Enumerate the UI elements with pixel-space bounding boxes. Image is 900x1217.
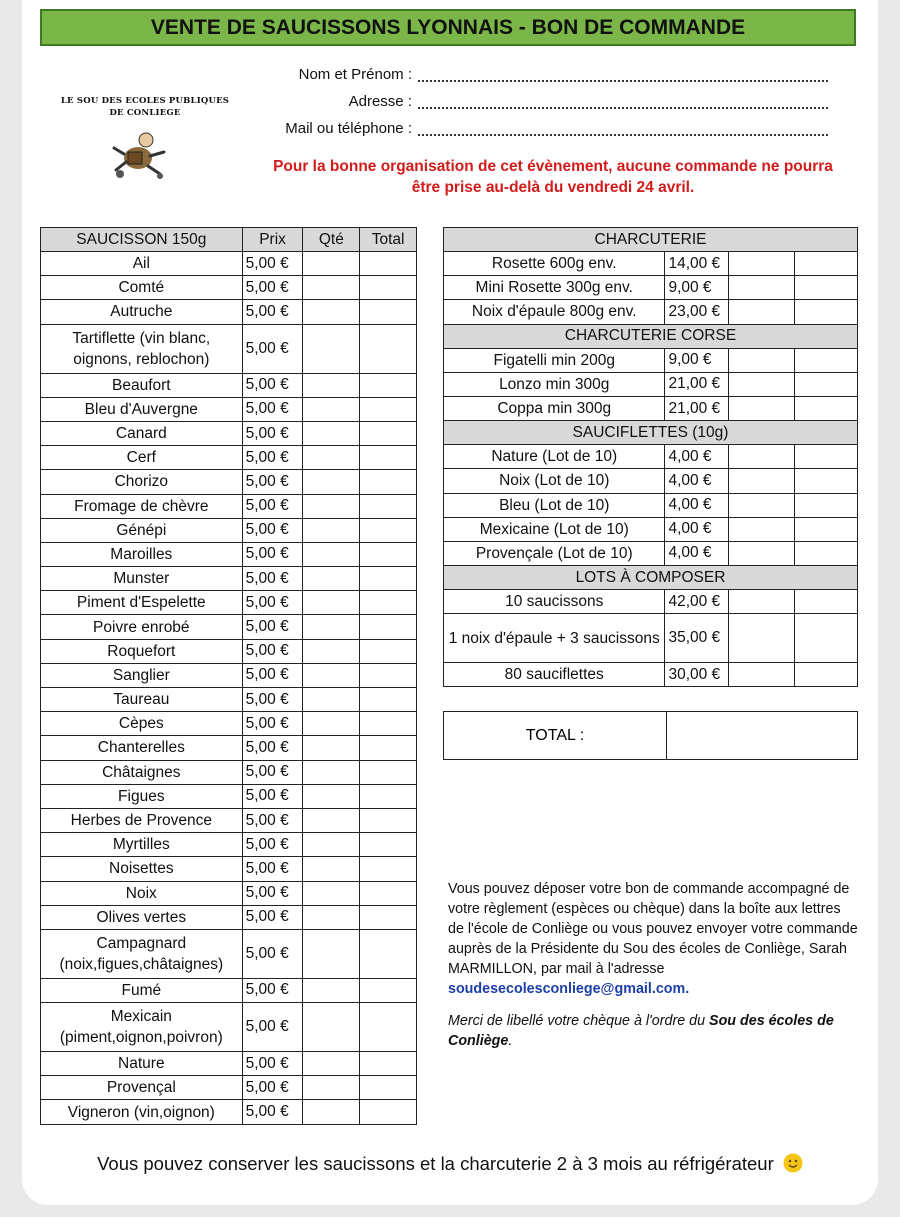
total-cell[interactable]	[360, 784, 417, 808]
total-cell[interactable]	[360, 639, 417, 663]
product-name: Bleu d'Auvergne	[41, 397, 243, 421]
product-price: 4,00 €	[665, 541, 729, 565]
product-price: 5,00 €	[242, 373, 303, 397]
header-price: Prix	[242, 228, 303, 252]
product-price: 5,00 €	[242, 929, 303, 978]
product-price: 5,00 €	[242, 494, 303, 518]
product-name: Herbes de Provence	[41, 808, 243, 832]
smiley-icon	[783, 1153, 803, 1173]
total-cell[interactable]	[795, 663, 858, 687]
product-price: 4,00 €	[665, 517, 729, 541]
saucisson-row	[41, 1076, 417, 1100]
product-price: 5,00 €	[242, 252, 303, 276]
product-price: 5,00 €	[242, 300, 303, 324]
product-name: Bleu (Lot de 10)	[444, 493, 665, 517]
quantity-cell[interactable]	[303, 663, 360, 687]
product-price: 5,00 €	[242, 567, 303, 591]
quantity-cell[interactable]	[303, 567, 360, 591]
total-cell[interactable]	[360, 518, 417, 542]
saucisson-row	[41, 421, 417, 445]
address-input-line[interactable]	[418, 107, 828, 109]
quantity-cell[interactable]	[303, 300, 360, 324]
product-price: 35,00 €	[665, 614, 729, 663]
charcuterie-row	[444, 252, 858, 276]
product-name: Tartiflette (vin blanc, oignons, reblochon)	[41, 324, 243, 373]
product-price: 5,00 €	[242, 736, 303, 760]
total-cell[interactable]	[360, 591, 417, 615]
quantity-cell[interactable]	[303, 252, 360, 276]
product-price: 4,00 €	[665, 445, 729, 469]
product-name: Sanglier	[41, 663, 243, 687]
total-cell[interactable]	[795, 348, 858, 372]
association-logo-text	[55, 95, 235, 119]
contact-input-line[interactable]	[418, 134, 828, 136]
cheque-note	[448, 1011, 858, 1051]
product-price: 5,00 €	[242, 518, 303, 542]
quantity-cell[interactable]	[303, 446, 360, 470]
total-cell[interactable]	[795, 445, 858, 469]
product-name: Comté	[41, 276, 243, 300]
total-cell[interactable]	[360, 833, 417, 857]
section-header-row	[444, 421, 858, 445]
saucisson-row	[41, 857, 417, 881]
product-price: 5,00 €	[242, 978, 303, 1002]
saucisson-row	[41, 446, 417, 470]
storage-footer	[30, 1153, 870, 1175]
product-price: 5,00 €	[242, 421, 303, 445]
name-field	[262, 66, 412, 86]
quantity-cell[interactable]	[729, 300, 795, 324]
product-price: 4,00 €	[665, 469, 729, 493]
quantity-cell[interactable]	[729, 276, 795, 300]
product-name: Figatelli min 200g	[444, 348, 665, 372]
charcuterie-row	[444, 590, 858, 614]
product-price: 9,00 €	[665, 348, 729, 372]
quantity-cell[interactable]	[303, 470, 360, 494]
section-header-row	[444, 228, 858, 252]
product-name: Fumé	[41, 978, 243, 1002]
quantity-cell[interactable]	[729, 348, 795, 372]
section-header-row	[444, 566, 858, 590]
saucisson-row	[41, 252, 417, 276]
product-name: 80 sauciflettes	[444, 663, 665, 687]
quantity-cell[interactable]	[303, 1100, 360, 1124]
quantity-cell[interactable]	[729, 396, 795, 420]
product-price: 5,00 €	[242, 1076, 303, 1100]
total-cell[interactable]	[795, 372, 858, 396]
total-cell[interactable]	[795, 517, 858, 541]
quantity-cell[interactable]	[303, 542, 360, 566]
quantity-cell[interactable]	[303, 518, 360, 542]
footer-text: Vous pouvez conserver les saucissons et la charcuterie 2 à 3 mois au réfrigérateur	[97, 1153, 774, 1174]
saucisson-row	[41, 760, 417, 784]
saucisson-row	[41, 518, 417, 542]
saucisson-row	[41, 736, 417, 760]
total-cell[interactable]	[360, 300, 417, 324]
charcuterie-row	[444, 663, 858, 687]
product-price: 5,00 €	[242, 615, 303, 639]
section-title: CHARCUTERIE CORSE	[444, 324, 858, 348]
product-name: Noix d'épaule 800g env.	[444, 300, 665, 324]
saucisson-row	[41, 373, 417, 397]
quantity-cell[interactable]	[303, 591, 360, 615]
quantity-cell[interactable]	[729, 541, 795, 565]
product-name: Autruche	[41, 300, 243, 324]
saucisson-row	[41, 1003, 417, 1052]
product-name: 1 noix d'épaule + 3 saucissons	[444, 614, 665, 663]
total-cell[interactable]	[795, 590, 858, 614]
product-name: Beaufort	[41, 373, 243, 397]
quantity-cell[interactable]	[303, 784, 360, 808]
total-cell[interactable]	[360, 1052, 417, 1076]
total-cell[interactable]	[360, 857, 417, 881]
total-cell[interactable]	[795, 614, 858, 663]
quantity-cell[interactable]	[303, 324, 360, 373]
quantity-cell[interactable]	[729, 469, 795, 493]
total-cell[interactable]	[360, 688, 417, 712]
total-cell[interactable]	[360, 736, 417, 760]
saucisson-row	[41, 542, 417, 566]
quantity-cell[interactable]	[303, 639, 360, 663]
product-name: Chorizo	[41, 470, 243, 494]
saucisson-row	[41, 712, 417, 736]
total-cell[interactable]	[360, 542, 417, 566]
product-name: Ail	[41, 252, 243, 276]
quantity-cell[interactable]	[303, 1052, 360, 1076]
charcuterie-row	[444, 396, 858, 420]
product-price: 5,00 €	[242, 1100, 303, 1124]
saucisson-table	[40, 227, 417, 1125]
saucisson-row	[41, 591, 417, 615]
total-cell[interactable]	[360, 446, 417, 470]
saucisson-row	[41, 905, 417, 929]
product-name: Noisettes	[41, 857, 243, 881]
product-price: 9,00 €	[665, 276, 729, 300]
instructions-text: Vous pouvez déposer votre bon de commande accompagné de votre règlement (espèces ou chèque) dans la boîte aux lettres de l'école de Conliège ou vous pouvez envoyer votre commande auprès de la Présidente du Sou des écoles de Conliège, Sarah MARMILLON, par mail à l'adresse	[448, 881, 858, 977]
quantity-cell[interactable]	[303, 1076, 360, 1100]
header-product: SAUCISSON 150g	[41, 228, 243, 252]
product-name: Provençal	[41, 1076, 243, 1100]
product-name: Olives vertes	[41, 905, 243, 929]
charcuterie-row	[444, 517, 858, 541]
product-name: Rosette 600g env.	[444, 252, 665, 276]
section-title: CHARCUTERIE	[444, 228, 858, 252]
quantity-cell[interactable]	[729, 663, 795, 687]
charcuterie-row	[444, 445, 858, 469]
product-price: 5,00 €	[242, 276, 303, 300]
product-price: 5,00 €	[242, 784, 303, 808]
product-name: Noix (Lot de 10)	[444, 469, 665, 493]
product-price: 5,00 €	[242, 324, 303, 373]
contact-email[interactable]: soudesecolesconliege@gmail.com.	[448, 981, 690, 997]
quantity-cell[interactable]	[303, 736, 360, 760]
product-price: 21,00 €	[665, 396, 729, 420]
product-price: 5,00 €	[242, 446, 303, 470]
contact-label: Mail ou téléphone :	[285, 120, 412, 137]
saucisson-row	[41, 276, 417, 300]
product-name: Taureau	[41, 688, 243, 712]
logo-line-2: DE CONLIEGE	[109, 108, 181, 118]
total-cell[interactable]	[360, 929, 417, 978]
address-field	[262, 93, 412, 113]
product-name: Noix	[41, 881, 243, 905]
delivery-instructions	[448, 879, 858, 1051]
total-cell[interactable]	[795, 300, 858, 324]
saucisson-row	[41, 1100, 417, 1124]
saucisson-row	[41, 300, 417, 324]
total-cell[interactable]	[795, 541, 858, 565]
total-cell[interactable]	[360, 494, 417, 518]
product-price: 5,00 €	[242, 712, 303, 736]
quantity-cell[interactable]	[303, 397, 360, 421]
header-quantity: Qté	[303, 228, 360, 252]
product-price: 4,00 €	[665, 493, 729, 517]
product-name: Provençale (Lot de 10)	[444, 541, 665, 565]
product-name: Fromage de chèvre	[41, 494, 243, 518]
product-name: Châtaignes	[41, 760, 243, 784]
quantity-cell[interactable]	[729, 517, 795, 541]
quantity-cell[interactable]	[303, 421, 360, 445]
product-name: Nature	[41, 1052, 243, 1076]
product-name: Mexicaine (Lot de 10)	[444, 517, 665, 541]
total-cell[interactable]	[360, 712, 417, 736]
quantity-cell[interactable]	[303, 978, 360, 1002]
total-cell[interactable]	[360, 397, 417, 421]
saucisson-row	[41, 615, 417, 639]
saucisson-row	[41, 397, 417, 421]
quantity-cell[interactable]	[729, 590, 795, 614]
quantity-cell[interactable]	[303, 712, 360, 736]
product-price: 5,00 €	[242, 905, 303, 929]
total-cell[interactable]	[360, 421, 417, 445]
total-cell[interactable]	[360, 615, 417, 639]
quantity-cell[interactable]	[729, 614, 795, 663]
charcuterie-row	[444, 276, 858, 300]
product-price: 5,00 €	[242, 857, 303, 881]
saucisson-row	[41, 881, 417, 905]
charcuterie-row	[444, 614, 858, 663]
total-cell[interactable]	[360, 1076, 417, 1100]
product-name: Vigneron (vin,oignon)	[41, 1100, 243, 1124]
total-cell[interactable]	[795, 469, 858, 493]
total-cell[interactable]	[360, 663, 417, 687]
name-input-line[interactable]	[418, 80, 828, 82]
quantity-cell[interactable]	[729, 445, 795, 469]
product-price: 5,00 €	[242, 397, 303, 421]
quantity-cell[interactable]	[729, 252, 795, 276]
quantity-cell[interactable]	[303, 833, 360, 857]
product-name: Mexicain (piment,oignon,poivron)	[41, 1003, 243, 1052]
charcuterie-row	[444, 348, 858, 372]
address-label: Adresse :	[348, 93, 412, 110]
product-name: Coppa min 300g	[444, 396, 665, 420]
cheque-note-suffix: .	[508, 1033, 513, 1049]
saucisson-row	[41, 784, 417, 808]
product-name: Maroilles	[41, 542, 243, 566]
quantity-cell[interactable]	[729, 372, 795, 396]
product-price: 5,00 €	[242, 881, 303, 905]
product-name: Campagnard (noix,figues,châtaignes)	[41, 929, 243, 978]
product-price: 42,00 €	[665, 590, 729, 614]
saucisson-row	[41, 567, 417, 591]
product-price: 14,00 €	[665, 252, 729, 276]
product-name: Munster	[41, 567, 243, 591]
total-cell[interactable]	[360, 808, 417, 832]
total-cell[interactable]	[360, 1100, 417, 1124]
saucisson-row	[41, 1052, 417, 1076]
grand-total-box	[443, 711, 858, 760]
running-child-logo-icon	[110, 128, 170, 180]
total-cell[interactable]	[795, 396, 858, 420]
product-name: Piment d'Espelette	[41, 591, 243, 615]
product-name: Canard	[41, 421, 243, 445]
total-cell[interactable]	[795, 276, 858, 300]
cheque-payee: Sou des écoles de Conliège	[448, 1013, 834, 1049]
total-cell[interactable]	[360, 1003, 417, 1052]
product-price: 5,00 €	[242, 833, 303, 857]
product-name: Myrtilles	[41, 833, 243, 857]
section-header-row	[444, 324, 858, 348]
product-name: Génépi	[41, 518, 243, 542]
quantity-cell[interactable]	[303, 276, 360, 300]
product-name: Cerf	[41, 446, 243, 470]
saucisson-row	[41, 324, 417, 373]
quantity-cell[interactable]	[303, 688, 360, 712]
saucisson-row	[41, 663, 417, 687]
product-price: 5,00 €	[242, 1052, 303, 1076]
product-name: Chanterelles	[41, 736, 243, 760]
product-name: Figues	[41, 784, 243, 808]
product-price: 5,00 €	[242, 760, 303, 784]
product-name: Cèpes	[41, 712, 243, 736]
charcuterie-row	[444, 469, 858, 493]
product-name: 10 saucissons	[444, 590, 665, 614]
total-cell[interactable]	[360, 881, 417, 905]
section-title: LOTS À COMPOSER	[444, 566, 858, 590]
header-total: Total	[360, 228, 417, 252]
product-name: Nature (Lot de 10)	[444, 445, 665, 469]
saucisson-row	[41, 470, 417, 494]
quantity-cell[interactable]	[303, 760, 360, 784]
deadline-notice: Pour la bonne organisation de cet évènement, aucune commande ne pourra être prise au-delà du vendredi 24 avril.	[273, 158, 833, 196]
product-price: 5,00 €	[242, 663, 303, 687]
product-price: 5,00 €	[242, 591, 303, 615]
quantity-cell[interactable]	[303, 494, 360, 518]
saucisson-row	[41, 833, 417, 857]
total-cell[interactable]	[795, 493, 858, 517]
contact-field	[262, 120, 412, 140]
saucisson-row	[41, 978, 417, 1002]
total-cell[interactable]	[360, 324, 417, 373]
saucisson-row	[41, 494, 417, 518]
saucisson-row	[41, 688, 417, 712]
product-price: 23,00 €	[665, 300, 729, 324]
charcuterie-row	[444, 372, 858, 396]
quantity-cell[interactable]	[303, 905, 360, 929]
total-cell[interactable]	[360, 905, 417, 929]
logo-line-1: LE SOU DES ECOLES PUBLIQUES	[60, 96, 230, 106]
total-cell[interactable]	[795, 252, 858, 276]
saucisson-row	[41, 808, 417, 832]
grand-total-value-cell[interactable]	[667, 712, 857, 759]
quantity-cell[interactable]	[303, 373, 360, 397]
charcuterie-row	[444, 541, 858, 565]
quantity-cell[interactable]	[729, 493, 795, 517]
charcuterie-row	[444, 493, 858, 517]
total-cell[interactable]	[360, 276, 417, 300]
quantity-cell[interactable]	[303, 1003, 360, 1052]
product-name: Lonzo min 300g	[444, 372, 665, 396]
product-name: Poivre enrobé	[41, 615, 243, 639]
product-price: 5,00 €	[242, 470, 303, 494]
charcuterie-table	[443, 227, 858, 687]
section-title: SAUCIFLETTES (10g)	[444, 421, 858, 445]
product-name: Roquefort	[41, 639, 243, 663]
quantity-cell[interactable]	[303, 929, 360, 978]
total-cell[interactable]	[360, 978, 417, 1002]
saucisson-row	[41, 929, 417, 978]
quantity-cell[interactable]	[303, 881, 360, 905]
charcuterie-row	[444, 300, 858, 324]
product-price: 5,00 €	[242, 808, 303, 832]
product-price: 5,00 €	[242, 639, 303, 663]
total-cell[interactable]	[360, 373, 417, 397]
name-label: Nom et Prénom :	[298, 66, 412, 83]
product-price: 5,00 €	[242, 542, 303, 566]
quantity-cell[interactable]	[303, 615, 360, 639]
total-cell[interactable]	[360, 252, 417, 276]
cheque-note-prefix: Merci de libellé votre chèque à l'ordre du	[448, 1013, 706, 1029]
grand-total-label: TOTAL :	[444, 712, 667, 759]
quantity-cell[interactable]	[303, 808, 360, 832]
saucisson-row	[41, 639, 417, 663]
product-price: 21,00 €	[665, 372, 729, 396]
quantity-cell[interactable]	[303, 857, 360, 881]
product-price: 5,00 €	[242, 688, 303, 712]
product-name: Mini Rosette 300g env.	[444, 276, 665, 300]
total-cell[interactable]	[360, 470, 417, 494]
product-price: 30,00 €	[665, 663, 729, 687]
page-title: VENTE DE SAUCISSONS LYONNAIS - BON DE COMMANDE	[40, 9, 856, 46]
total-cell[interactable]	[360, 760, 417, 784]
total-cell[interactable]	[360, 567, 417, 591]
product-price: 5,00 €	[242, 1003, 303, 1052]
